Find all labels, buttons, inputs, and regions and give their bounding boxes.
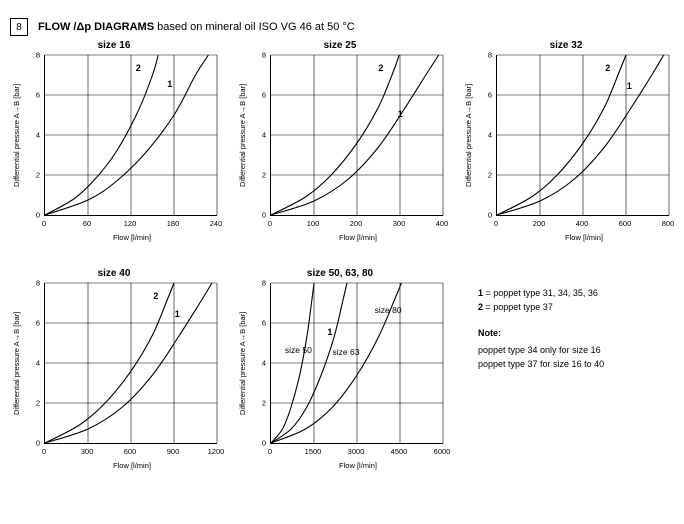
legend-item-2	[478, 300, 598, 314]
plot-canvas	[271, 283, 443, 443]
curve-annotation: 1	[167, 79, 173, 89]
curve-annotation: size 80	[374, 305, 402, 315]
legend-text-2: = poppet type 37	[483, 302, 553, 312]
legend-key-1: 1	[478, 288, 484, 298]
y-tick-label: 8	[487, 50, 492, 60]
y-tick-label: 2	[261, 170, 266, 180]
plot-area	[238, 278, 451, 478]
page-title	[38, 21, 355, 33]
x-tick-label: 300	[80, 447, 94, 456]
x-tick-label: 0	[41, 219, 47, 228]
plot-canvas	[45, 55, 217, 215]
x-axis-label: Flow [l/min]	[339, 233, 377, 242]
y-tick-label: 2	[487, 170, 492, 180]
plot-area	[12, 50, 223, 250]
curve-annotation: size 63	[332, 347, 360, 357]
chart-title: size 25	[323, 40, 357, 51]
legend-text-1: = poppet type 31, 34, 35, 36	[483, 288, 598, 298]
note-line-2: poppet type 37 for size 16 to 40	[478, 359, 605, 369]
page-title-rest: based on mineral oil ISO VG 46 at 50 °C	[154, 21, 355, 33]
chart-title: size 32	[549, 40, 583, 51]
note-title: Note:	[478, 328, 501, 338]
y-tick-label: 4	[261, 130, 266, 140]
x-tick-label: 6000	[433, 447, 451, 456]
chart-size-50-63-80	[238, 268, 451, 478]
y-tick-label: 4	[487, 130, 492, 140]
y-tick-label: 0	[261, 438, 266, 448]
curve-annotation: 2	[153, 291, 159, 301]
y-tick-label: 8	[35, 278, 40, 288]
x-tick-label: 0	[267, 447, 273, 456]
x-tick-label: 300	[392, 219, 406, 228]
x-tick-label: 0	[267, 219, 273, 228]
y-tick-label: 4	[35, 130, 40, 140]
chart-size-32	[464, 40, 675, 250]
note-block	[478, 326, 604, 371]
y-tick-label: 6	[35, 90, 40, 100]
y-tick-label: 8	[261, 50, 266, 60]
x-tick-label: 60	[82, 219, 92, 228]
x-tick-label: 1200	[207, 447, 225, 456]
x-tick-label: 400	[575, 219, 589, 228]
plot-frame	[44, 55, 217, 216]
note-line-1: poppet type 34 only for size 16	[478, 345, 601, 355]
legend-item-1	[478, 286, 598, 300]
y-tick-label: 6	[261, 90, 266, 100]
x-tick-label: 900	[166, 447, 180, 456]
y-axis-label: Differential pressure A→B [bar]	[12, 83, 21, 187]
x-tick-label: 600	[618, 219, 632, 228]
x-tick-label: 0	[493, 219, 499, 228]
x-tick-label: 4500	[390, 447, 408, 456]
plot-frame	[496, 55, 669, 216]
y-tick-label: 2	[35, 170, 40, 180]
curve-annotation: 2	[605, 63, 611, 73]
x-tick-label: 600	[123, 447, 137, 456]
curve-annotation: 1	[626, 81, 632, 91]
curve-annotation: 2	[135, 63, 141, 73]
chart-size-40	[12, 268, 225, 478]
x-tick-label: 200	[532, 219, 546, 228]
legend	[478, 286, 598, 314]
plot-area	[12, 278, 225, 478]
curve-annotation: 1	[174, 309, 180, 319]
y-tick-label: 0	[35, 210, 40, 220]
y-tick-label: 2	[261, 398, 266, 408]
plot-area	[238, 50, 449, 250]
y-tick-label: 0	[35, 438, 40, 448]
y-tick-label: 6	[261, 318, 266, 328]
plot-frame	[270, 55, 443, 216]
y-tick-label: 6	[35, 318, 40, 328]
plot-canvas	[271, 55, 443, 215]
y-tick-label: 4	[261, 358, 266, 368]
x-axis-label: Flow [l/min]	[339, 461, 377, 470]
y-tick-label: 6	[487, 90, 492, 100]
x-tick-label: 400	[435, 219, 449, 228]
x-tick-label: 240	[209, 219, 223, 228]
x-tick-label: 3000	[347, 447, 365, 456]
x-tick-label: 0	[41, 447, 47, 456]
y-tick-label: 8	[35, 50, 40, 60]
y-tick-label: 0	[487, 210, 492, 220]
x-tick-label: 100	[306, 219, 320, 228]
y-tick-label: 2	[35, 398, 40, 408]
chart-title: size 16	[97, 40, 131, 51]
chart-size-16	[12, 40, 223, 250]
page-title-bold: FLOW /Δp DIAGRAMS	[38, 21, 155, 33]
curve-annotation: 1	[327, 327, 333, 337]
curve-annotation: 2	[378, 63, 384, 73]
section-number: 8	[10, 18, 28, 36]
y-axis-label: Differential pressure A→B [bar]	[464, 83, 473, 187]
x-tick-label: 200	[349, 219, 363, 228]
curve-annotation: size 50	[284, 345, 312, 355]
chart-title: size 50, 63, 80	[306, 268, 374, 279]
x-axis-label: Flow [l/min]	[113, 233, 151, 242]
plot-frame	[270, 283, 443, 444]
curve-annotation: 1	[397, 109, 403, 119]
x-axis-label: Flow [l/min]	[565, 233, 603, 242]
x-axis-label: Flow [l/min]	[113, 461, 151, 470]
section-header	[10, 18, 355, 36]
plot-canvas	[45, 283, 217, 443]
y-tick-label: 4	[35, 358, 40, 368]
y-axis-label: Differential pressure A→B [bar]	[238, 83, 247, 187]
plot-area	[464, 50, 675, 250]
y-tick-label: 0	[261, 210, 266, 220]
plot-canvas	[497, 55, 669, 215]
chart-title: size 40	[97, 268, 131, 279]
plot-frame	[44, 283, 217, 444]
x-tick-label: 1500	[304, 447, 322, 456]
x-tick-label: 180	[166, 219, 180, 228]
legend-key-2: 2	[478, 302, 484, 312]
chart-size-25	[238, 40, 449, 250]
y-axis-label: Differential pressure A→B [bar]	[12, 311, 21, 415]
y-tick-label: 8	[261, 278, 266, 288]
x-tick-label: 800	[661, 219, 675, 228]
y-axis-label: Differential pressure A→B [bar]	[238, 311, 247, 415]
x-tick-label: 120	[123, 219, 137, 228]
